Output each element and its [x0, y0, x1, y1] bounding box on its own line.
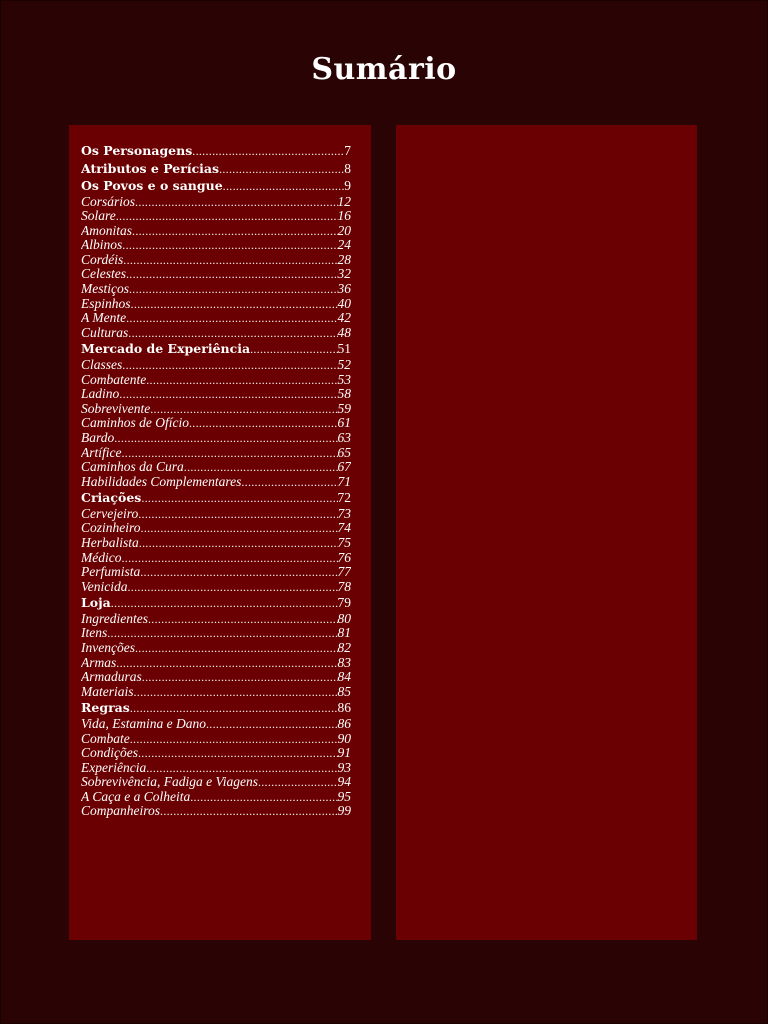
toc-entry-label: Invenções — [81, 641, 135, 656]
toc-chapter-entry[interactable] — [81, 142, 351, 160]
toc-entry-page-number: 52 — [337, 357, 351, 372]
toc-entry-page-number: 40 — [337, 296, 351, 311]
toc-entry-label: Regras — [81, 700, 130, 716]
toc-leader-dots — [122, 358, 337, 373]
toc-section-entry[interactable] — [81, 565, 351, 580]
toc-entry-label: Combatente — [81, 372, 147, 387]
toc-entry-page-number: 86 — [337, 716, 351, 731]
toc-entry-page-number: 53 — [337, 372, 351, 387]
toc-entry-label: Materiais — [81, 684, 134, 699]
toc-entry-label: A Caça e a Colheita — [81, 789, 191, 804]
toc-entry-label: Experiência — [81, 760, 147, 775]
toc-section-entry[interactable] — [81, 656, 351, 671]
toc-chapter-entry[interactable] — [81, 340, 351, 358]
toc-entry-label: Médico — [81, 550, 122, 565]
toc-entry-page-number: 93 — [337, 760, 351, 775]
toc-entry-label: Cordéis — [81, 252, 124, 267]
toc-entry-page-number: 91 — [337, 746, 351, 761]
toc-section-entry[interactable] — [81, 326, 351, 341]
toc-entry-label: Albinos — [81, 238, 123, 253]
toc-entry-page-number: 81 — [337, 626, 351, 641]
toc-entry-page-number: 8 — [344, 160, 351, 176]
toc-section-entry[interactable] — [81, 402, 351, 417]
toc-entry-page-number: 20 — [337, 223, 351, 238]
toc-leader-dots — [122, 446, 338, 461]
toc-leader-dots — [146, 761, 337, 776]
toc-section-entry[interactable] — [81, 253, 351, 268]
toc-entry-page-number: 16 — [337, 209, 351, 224]
toc-leader-dots — [258, 775, 338, 790]
toc-entry-label: Caminhos da Cura — [81, 460, 184, 475]
toc-entry-page-number: 63 — [337, 430, 351, 445]
toc-entry-label: Os Personagens — [81, 143, 193, 158]
toc-section-entry[interactable] — [81, 358, 351, 373]
toc-entry-label: Espinhos — [81, 296, 131, 311]
toc-entry-page-number: 72 — [337, 490, 351, 506]
toc-leader-dots — [241, 475, 337, 490]
toc-entry-page-number: 48 — [337, 325, 351, 340]
toc-entry-label: Companheiros — [81, 804, 161, 819]
toc-section-entry[interactable] — [81, 460, 351, 475]
toc-entry-page-number: 84 — [337, 670, 351, 685]
toc-entry-label: Os Povos e o sangue — [81, 178, 223, 193]
toc-section-entry[interactable] — [81, 431, 351, 446]
toc-entry-page-number: 75 — [337, 535, 351, 550]
toc-section-entry[interactable] — [81, 746, 351, 761]
toc-entry-page-number: 90 — [337, 731, 351, 746]
toc-entry-label: Combate — [81, 731, 130, 746]
toc-section-entry[interactable] — [81, 446, 351, 461]
toc-panel-right — [396, 125, 697, 940]
toc-section-entry[interactable] — [81, 507, 351, 522]
toc-entry-label: Vida, Estamina e Dano — [81, 716, 206, 731]
toc-leader-dots — [126, 311, 337, 326]
toc-section-entry[interactable] — [81, 641, 351, 656]
toc-section-entry[interactable] — [81, 297, 351, 312]
toc-entry-page-number: 59 — [337, 401, 351, 416]
toc-section-entry[interactable] — [81, 775, 351, 790]
toc-entry-label: Bardo — [81, 430, 115, 445]
toc-leader-dots — [114, 431, 337, 446]
toc-entry-page-number: 71 — [337, 474, 351, 489]
toc-chapter-entry[interactable] — [81, 160, 351, 178]
toc-entry-page-number: 79 — [337, 595, 351, 611]
toc-entry-label: Ingredientes — [81, 611, 148, 626]
toc-entry-label: Caminhos de Ofício — [81, 416, 189, 431]
toc-entry-label: Celestes — [81, 267, 126, 282]
toc-entry-page-number: 95 — [337, 789, 351, 804]
toc-section-entry[interactable] — [81, 416, 351, 431]
toc-entry-page-number: 32 — [337, 267, 351, 282]
toc-entry-label: Amonitas — [81, 223, 133, 238]
toc-entry-label: Sobrevivência, Fadiga e Viagens — [81, 775, 258, 790]
toc-entry-label: Herbalista — [81, 535, 139, 550]
toc-chapter-entry[interactable] — [81, 594, 351, 612]
toc-entry-label: Loja — [81, 595, 111, 611]
toc-leader-dots — [140, 565, 337, 580]
toc-entry-label: Sobrevivente — [81, 401, 151, 416]
toc-leader-dots — [135, 641, 338, 656]
toc-entry-page-number: 58 — [337, 387, 351, 402]
toc-leader-dots — [116, 656, 337, 671]
toc-entry-label: Corsários — [81, 194, 136, 209]
table-of-contents — [81, 142, 351, 819]
toc-section-entry[interactable] — [81, 209, 351, 224]
toc-entry-page-number: 28 — [337, 252, 351, 267]
toc-leader-dots — [250, 341, 337, 358]
toc-section-entry[interactable] — [81, 804, 351, 819]
toc-leader-dots — [129, 282, 338, 297]
toc-leader-dots — [130, 700, 338, 717]
toc-section-entry[interactable] — [81, 311, 351, 326]
toc-section-entry[interactable] — [81, 717, 351, 732]
toc-entry-page-number: 94 — [337, 775, 351, 790]
toc-entry-label: Artífice — [81, 445, 122, 460]
toc-leader-dots — [130, 732, 338, 747]
toc-leader-dots — [128, 326, 337, 341]
toc-leader-dots — [160, 804, 337, 819]
toc-leader-dots — [116, 209, 338, 224]
toc-entry-page-number: 7 — [344, 143, 351, 158]
toc-entry-label: Criações — [81, 490, 142, 506]
toc-leader-dots — [123, 253, 337, 268]
toc-leader-dots — [192, 143, 344, 160]
toc-leader-dots — [138, 507, 337, 522]
toc-entry-label: Cervejeiro — [81, 506, 139, 521]
toc-section-entry[interactable] — [81, 732, 351, 747]
toc-entry-page-number: 12 — [337, 194, 351, 209]
toc-entry-page-number: 83 — [337, 655, 351, 670]
toc-leader-dots — [128, 580, 338, 595]
toc-entry-label: Cozinheiro — [81, 521, 141, 536]
toc-section-entry[interactable] — [81, 790, 351, 805]
toc-section-entry[interactable] — [81, 670, 351, 685]
toc-entry-page-number: 61 — [337, 416, 351, 431]
toc-chapter-entry[interactable] — [81, 699, 351, 717]
toc-entry-page-number: 77 — [337, 565, 351, 580]
toc-leader-dots — [189, 416, 338, 431]
toc-entry-label: Habilidades Complementares — [81, 474, 242, 489]
toc-entry-label: Itens — [81, 626, 108, 641]
toc-entry-page-number: 73 — [337, 506, 351, 521]
toc-entry-page-number: 67 — [337, 460, 351, 475]
toc-section-entry[interactable] — [81, 551, 351, 566]
toc-entry-label: Armas — [81, 655, 117, 670]
toc-leader-dots — [121, 551, 337, 566]
toc-leader-dots — [107, 626, 337, 641]
toc-chapter-entry[interactable] — [81, 177, 351, 195]
toc-section-entry[interactable] — [81, 626, 351, 641]
toc-entry-page-number: 78 — [337, 579, 351, 594]
toc-leader-dots — [190, 790, 337, 805]
toc-leader-dots — [139, 536, 338, 551]
toc-entry-label: A Mente — [81, 311, 127, 326]
toc-section-entry[interactable] — [81, 580, 351, 595]
toc-entry-label: Venicida — [81, 579, 128, 594]
toc-leader-dots — [141, 490, 337, 507]
toc-leader-dots — [135, 195, 337, 210]
toc-leader-dots — [138, 746, 338, 761]
toc-section-entry[interactable] — [81, 536, 351, 551]
toc-leader-dots — [126, 267, 338, 282]
page-title: Sumário — [311, 52, 457, 87]
toc-entry-label: Ladino — [81, 387, 120, 402]
toc-leader-dots — [223, 178, 345, 195]
toc-entry-page-number: 36 — [337, 282, 351, 297]
toc-leader-dots — [150, 402, 337, 417]
toc-leader-dots — [206, 717, 338, 732]
toc-leader-dots — [184, 460, 338, 475]
toc-leader-dots — [131, 297, 338, 312]
toc-entry-page-number: 65 — [337, 445, 351, 460]
toc-entry-page-number: 42 — [337, 311, 351, 326]
toc-section-entry[interactable] — [81, 761, 351, 776]
toc-leader-dots — [219, 161, 344, 178]
toc-section-entry[interactable] — [81, 373, 351, 388]
toc-entry-label: Perfumista — [81, 565, 141, 580]
toc-entry-page-number: 86 — [337, 700, 351, 716]
toc-entry-label: Mestiços — [81, 282, 129, 297]
toc-entry-page-number: 80 — [337, 611, 351, 626]
toc-section-entry[interactable] — [81, 238, 351, 253]
toc-entry-label: Culturas — [81, 325, 129, 340]
toc-entry-page-number: 24 — [337, 238, 351, 253]
toc-leader-dots — [119, 387, 337, 402]
toc-chapter-entry[interactable] — [81, 489, 351, 507]
toc-leader-dots — [141, 521, 338, 536]
toc-section-entry[interactable] — [81, 387, 351, 402]
toc-section-entry[interactable] — [81, 612, 351, 627]
toc-leader-dots — [148, 612, 338, 627]
toc-entry-page-number: 74 — [337, 521, 351, 536]
toc-leader-dots — [134, 685, 338, 700]
toc-leader-dots — [146, 373, 337, 388]
toc-entry-label: Condições — [81, 746, 138, 761]
toc-section-entry[interactable] — [81, 475, 351, 490]
toc-leader-dots — [142, 670, 338, 685]
toc-entry-page-number: 82 — [337, 641, 351, 656]
toc-entry-page-number: 85 — [337, 684, 351, 699]
toc-section-entry[interactable] — [81, 267, 351, 282]
toc-entry-page-number: 99 — [337, 804, 351, 819]
toc-section-entry[interactable] — [81, 195, 351, 210]
toc-entry-label: Mercado de Experiência — [81, 341, 251, 357]
toc-entry-page-number: 51 — [337, 341, 351, 357]
toc-entry-label: Atributos e Perícias — [81, 160, 220, 176]
toc-section-entry[interactable] — [81, 282, 351, 297]
toc-leader-dots — [132, 224, 337, 239]
toc-entry-page-number: 9 — [344, 178, 351, 193]
toc-entry-label: Armaduras — [81, 670, 142, 685]
toc-section-entry[interactable] — [81, 685, 351, 700]
toc-entry-label: Solare — [81, 209, 116, 224]
toc-entry-page-number: 76 — [337, 550, 351, 565]
toc-entry-label: Classes — [81, 357, 123, 372]
toc-section-entry[interactable] — [81, 521, 351, 536]
toc-leader-dots — [111, 595, 338, 612]
toc-section-entry[interactable] — [81, 224, 351, 239]
toc-leader-dots — [122, 238, 337, 253]
